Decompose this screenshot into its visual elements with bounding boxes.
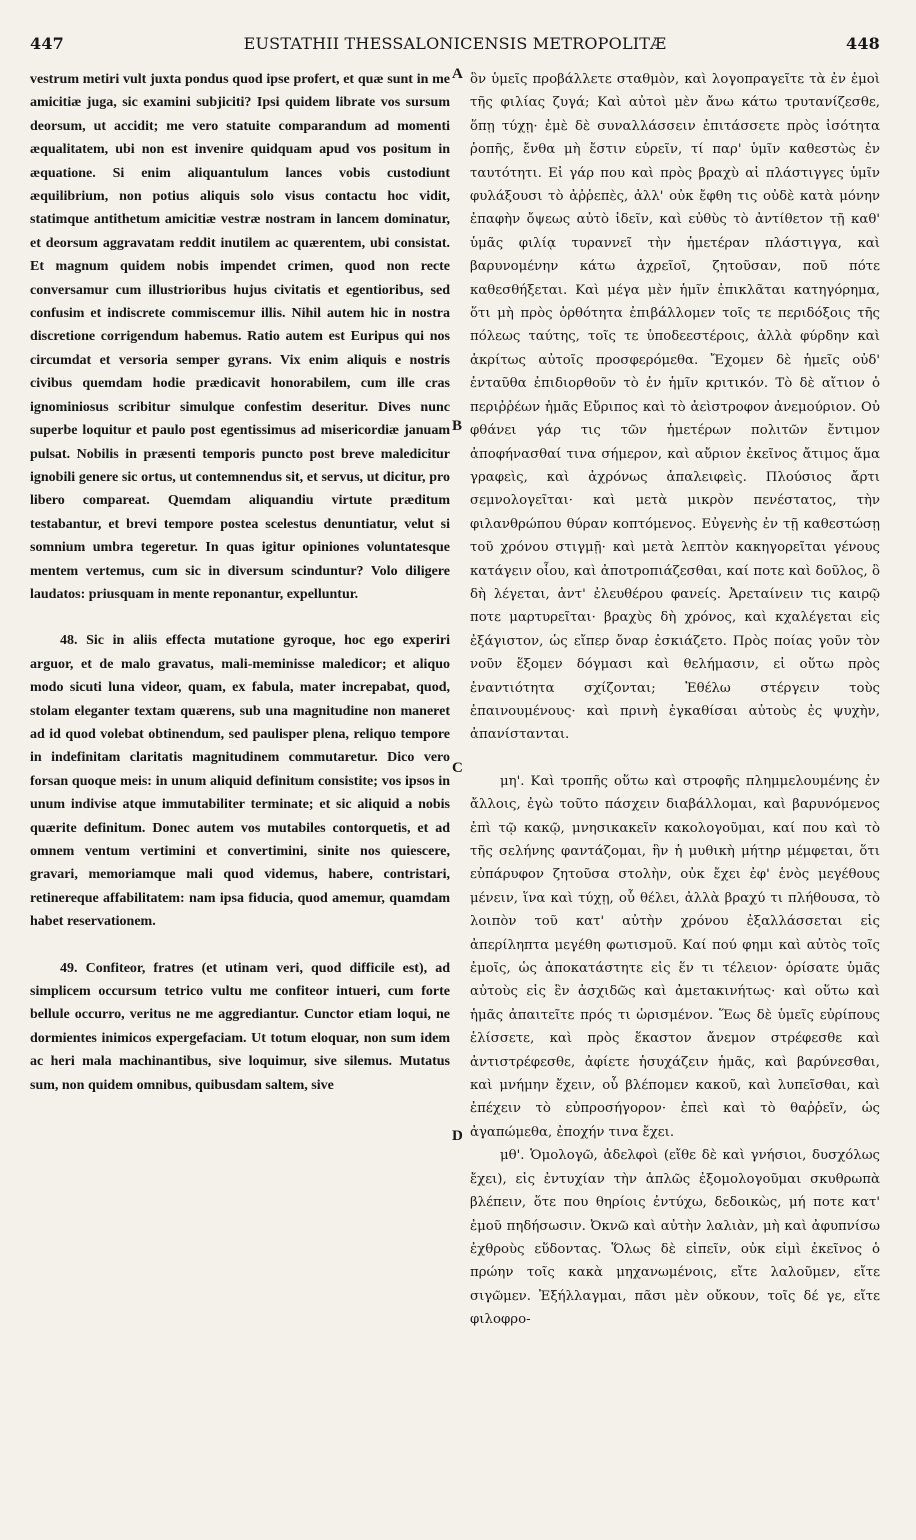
greek-paragraph-47: ὃν ὑμεῖς προβάλλετε σταθμὸν, καὶ λογοπραγεῖτε τὰ ἐν ἐμοὶ τῆς φιλίας ζυγά; Καὶ αὐτοὶ μὲν ἄνω κάτω τρυτανίζεσθε, ὅπῃ τύχῃ· ἐμὲ δὲ συναλλάσσειν ἐπιτάσσετε πρὸς ἰσότητα ῥοπῆς, ἔνθα μὴ ἔστιν εὑρεῖν, τί παρ' ὑμῖν καθεστὼς ἐν ταυτότητι. Εἰ γάρ που καὶ πρὸς βραχὺ αἱ πλάστιγγες ὑμῖν φυλάξουσι τὸ ἀῤῥεπὲς, ἀλλ' οὐκ ἔφθη τις οὐδὲ κατὰ μόνην ἐπαφὴν ὄψεως αὐτὸ ἰδεῖν, καὶ εὐθὺς τὸ ἀντίθετον τῇ καθ' ὑμᾶς φιλίᾳ τυραννεῖ τὴν ἡμετέραν πλάστιγγα, καὶ βαρυνομένην κάτω ἀχρεῖοῖ, ζητοῦσαν, ποῦ πότε καθεσθήξεται. Καὶ μέγα μὲν ἡμῖν ἐπικλᾶται κατηγόρημα, ὅτι μὴ πρὸς ὀρθότητα ἐπιβάλλομεν τοῖς τε περιδόξοις τῆς πόλεως ταύτης, τοῖς τε ὑποδεεστέροις, ἀλλὰ φύρδην καὶ ἀκρίτως αὐτοῖς προσφερόμεθα. Ἔχομεν δὲ ἡμεῖς οὐδ' ἐνταῦθα ἐπιδιορθοῦν τὸ ἐν ἡμῖν κριτικόν. Τὸ δὲ αἴτιον ὁ περιῤῥέων ἡμᾶς Εὔριπος καὶ τὸ ἀεὶστροφον ἀνεμούριον. Οὐ φθάνει γάρ τις τῶν ἡμετέρων πολιτῶν ἔντιμον ἀποφήνασθαί τινα σήμερον, καὶ αὔριον ἐκεῖνος ἄτιμος ἅμα γραφεὶς, καὶ ἀχρόνως ἀπαλειφεὶς. Πλούσιος ἄρτι σεμνολογεῖται· καὶ μετὰ μικρὸν πενέστατος, τὴν φιλανθρώπου θύραν κοπτόμενος. Εὐγενὴς ἐν τῇ καθεστώσῃ τοῦ χρόνου στιγμῇ· καὶ μετὰ λεπτὸν κακηγορεῖται γένους κατάγειν οἷου, καὶ ἀποτροπιάζεσθαι, καί ποτε καὶ δοῦλος, ὃ δὴ λέγεται, ἀντ' ἐλευθέρου φανείς. Ἀρεταίνειν τις καιρῷ ποτε μαρτυρεῖται· βραχὺς δὴ χρόνος, καὶ κχαλέγεται εἰς ἐξάγιστον, ὡς εἴπερ ὄναρ ἐσκιάζετο. Πρὸς ποίας γοῦν τὸν νοῦν ἕξομεν δόγμασι καὶ θελήμασιν, εἰ οὕτω πρὸς ἐναντιότητα σχίζονται; Ἐθέλω στέργειν τοὺς ἐπαινουμένους· καὶ πρινὴ ἐγκαθίσαι αὐτοὺς ἐς ψυχὴν, ἀπανίστανται.	[470, 72, 880, 743]
page-number-right: 448	[846, 34, 880, 53]
running-title: EUSTATHII THESSALONICENSIS METROPOLITÆ	[243, 34, 667, 53]
greek-column	[470, 68, 880, 1538]
latin-paragraph-47: vestrum metiri vult juxta pondus quod ipse profert, et quæ sunt in me amicitiæ juga, sic examini subjiciti? Ipsi quidem librate vos sursum deorsum, ut accidit; me vero statuite comparandum ad momenti æqualitatem, ubi non est invenire quidquam apud vos positum in æquatione. Si enim aliquantulum lances vobis custodiunt æquilibrium, non potius aliquis solo visus contactu hoc vidit, statimque antithetum amicitiæ vestræ nostram in lancem dominatur, et deorsum aggravatam reddit inutilem ac quærentem, ubi consistat. Et magnum quidem nobis impendet crimen, quod non recte conversamur cum illustrioribus hujus civitatis et egentioribus, sed confusim et indiscrete commiscemur illis. Nihil autem hic in nostra discretione corrigendum habemus. Ratio autem est Euripus qui nos circumdat et versoria semper gyrans. Vix enim aliquis e nostris civibus quemdam hodie prædicavit honorabilem, cum ille cras ignominiosus scribitur simulque confestim deseritur. Dives nunc superbe loquitur et paulo post egentissimus ad misericordiæ januam pulsat. Nobilis in præsenti temporis puncto post breve maledicitur ignobili genere sic ortus, ut contemnendus sit, et servus, ut dicitur, pro libero compareat. Quemdam aliquandiu virtute præditum testabantur, et brevi tempore postea scelestus denuntiatur, velut si somnium umbra tegeretur. In quas igitur opiniones voluntatesque mentem vertemus, cum sic in diversum scinduntur? Volo diligere laudatos: priusquam in mente reponantur, expelluntur.	[30, 72, 450, 602]
section-marker-a: A	[452, 66, 463, 82]
page-number-left: 447	[30, 34, 64, 53]
section-marker-d: D	[452, 1128, 463, 1144]
latin-paragraph-48: 48. Sic in aliis effecta mutatione gyroque, hoc ego experiri arguor, et de malo gravatus, mali-meminisse maledicor; et aliquo modo sicuti luna videor, quam, ex fabula, mater increpabat, quod, stolam eleganter textam quærens, sub una magnitudine non maneret ad id quod volebat obtinendum, sed paulisper plena, reliquo tempore in indefinitam claritatis magnitudinem commutaretur. Dico vero forsan quoque meis: in unum aliquid definitum consistite; vos ipsos in unum indivise atque immutabiliter terminate; et sic aliquid a nobis quærite definitum. Donec autem vos mutabiles contorquetis, et ad omnem ventum vertimini et convertimini, sinite nos quiescere, gravari, memoriamque mali quod videmus, habere, contristari, retinereque affabilitatem: nam ipsa fiducia, quod amemur, quamdam habet reservationem.	[30, 633, 450, 930]
greek-paragraph-49: μθ'. Ὁμολογῶ, ἀδελφοὶ (εἴθε δὲ καὶ γνήσιοι, δυσχόλως ἔχει), εἰς ἐντυχίαν τὴν ἁπλῶς ἐξομολογοῦμαι σκυθρωπὰ βλέπειν, ὅτε που θηρίοις ἐντύχω, δεδοικὼς, μή ποτε κατ' ἐμοῦ πηδήσωσιν. Ὀκνῶ καὶ αὐτὴν λαλιὰν, μὴ καὶ ἀφυπνίσω ἐχθροὺς εὕδοντας. Ὅλως δὲ εἰπεῖν, οὐκ εἰμὶ ἐκεῖνος ὁ πρώην τοῖς κακὰ μηχανωμένοις, εἴτε λαλοῦμεν, εἴτε σιγῶμεν. Ἐξήλλαγμαι, πᾶσι μὲν οὔκουν, τοῖς δέ γε, εἴτε φιλοφρο-	[470, 1148, 880, 1328]
section-marker-c: C	[452, 760, 463, 776]
greek-paragraph-48: μη'. Καὶ τροπῆς οὕτω καὶ στροφῆς πλημμελουμένης ἐν ἄλλοις, ἐγὼ τοῦτο πάσχειν διαβάλλομαι, καὶ βαρυνόμενος ἐπὶ τῷ κακῷ, μνησικακεῖν κακολογοῦμαι, καί που καὶ τὸ τῆς σελήνης φαντάζομαι, ἣν ἡ μυθικὴ μήτηρ μέμφεται, ὅτι εὐπάρυφον ζητοῦσα στολὴν, οὐκ ἔχει ἐφ' ἑνὸς μεγέθους μένειν, ἵνα καὶ τύχῃ, οὗ θέλει, ἀλλὰ βραχύ τι πλήθουσα, τὸ λοιπὸν τοῦ κατ' αὐτὴν χρόνου ἐξαλλάσσεται εἰς ἀπερίληπτα μεγέθη φωτισμοῦ. Καί πού φημι καὶ αὐτὸς τοῖς ἐμοῖς, ὡς ἀποκατάστητε εἰς ἕν τι τέλειον· ὁρίσατε ὑμᾶς αὐτοὺς εἰς ἓν ἀσχιδῶς καὶ ἀμετακινήτως· καὶ οὕτω καὶ ἡμᾶς ἀπαιτεῖτε πρός τι ὡρισμένον. Ἕως δὲ ὑμεῖς εὐρίπους ἑλίσσετε, καὶ πρὸς ἕκαστον ἄνεμον στρέφεσθε καὶ ἀντιστρέφεσθε, ἀφίετε ἡσυχάζειν ἡμᾶς, καὶ βαρύνεσθαι, καὶ μνήμην ἔχειν, οὗ βλέπομεν κακοῦ, καὶ λυπεῖσθαι, καὶ ἐπέχειν τὸ εὐπροσήγορον· ἐπεὶ καὶ τὸ θαῤῥεῖν, ὡς ἀγαπώμεθα, ἐποχήν τινα ἔχει.	[470, 773, 880, 1140]
latin-paragraph-49: 49. Confiteor, fratres (et utinam veri, quod difficile est), ad simplicem occursum tetrico vultu me confiteor intueri, cum forte bellule occurro, veritus ne me aggrediantur. Cunctor etiam loqui, ne dormientes inimicos expergefaciam. Ut totum eloquar, non sum idem ac heri mala machinantibus, sive loquimur, sive silemus. Mutatus sum, non quidem omnibus, quibusdam saltem, sive	[30, 960, 450, 1093]
latin-column	[30, 68, 450, 1538]
section-marker-b: B	[452, 418, 463, 434]
running-header	[30, 34, 880, 58]
